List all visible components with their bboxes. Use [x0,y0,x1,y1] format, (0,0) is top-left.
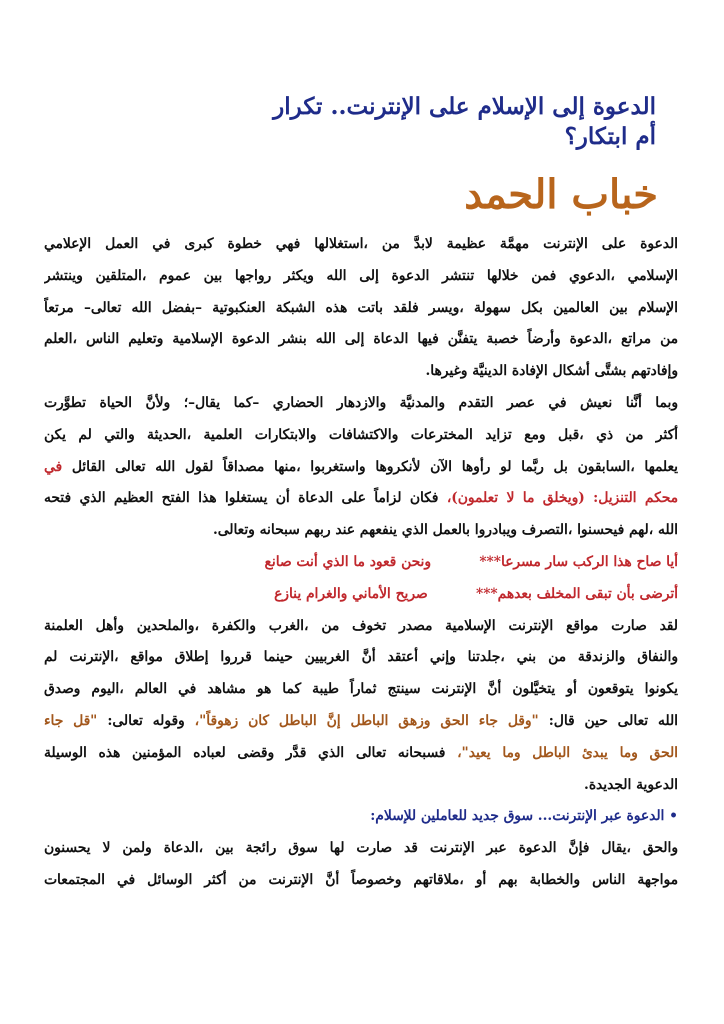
line-text: فكان لزاماً على الدعاة أن يستغلوا هذا الفتح العظيم الذي فتحه [44,490,439,507]
paragraph-line: وإفادتهم بشتَّى أشكال الإفادة الدينيَّة وغيرها. [425,363,678,380]
paragraph-line: يكونوا يتوقعون أو يتخيَّلون أنَّ الإنترنت سينتج ثماراً طيبة كما هو مشاهد في العالم ،اليوم وصدق [44,681,678,698]
verse-separator: *** [476,585,498,602]
paragraph-line: والحق ،يقال فإنَّ الدعوة عبر الإنترنت قد صارت لها سوق رائجة بين ،الدعاة ولمن لا يحسنون [44,840,678,857]
author-name: خباب الحمد [464,171,658,218]
paragraph-line: الدعوية الجديدة. [584,776,678,793]
quran-quote: محكم التنزيل: (ويخلق ما لا تعلمون)، [446,490,678,507]
paragraph-line [44,706,678,738]
paragraph-line [44,483,678,515]
article-body [44,229,678,897]
line-text: الله تعالى حين قال: [548,712,678,729]
quran-quote: "قل جاء [44,712,98,729]
paragraph-line [44,452,678,484]
quran-quote: الحق وما يبدئ الباطل وما يعيد"، [457,744,678,761]
poem-verse [44,579,678,611]
paragraph-line: أكثر من ذي ،قبل ومع تزايد المخترعات والاكتشافات والابتكارات العلمية ،الحديثة والتي لم يكن [44,426,678,443]
verse-hemistich-left: ونحن قعود ما الذي أنت صانع [264,553,431,570]
paragraph-line: وبما أنَّنا نعيش في عصر التقدم والمدنيَّة والازدهار الحضاري –كما يقال–؛ ولأنَّ الحياة تطوَّرت [44,394,678,411]
poem-verse [44,547,678,579]
paragraph-line: لقد صارت مواقع الإنترنت الإسلامية مصدر تخوف من ،الغرب والكفرة ،والملحدين وأهل العلمنة [44,617,678,634]
line-text: يعلمها ،السابقون بل ربَّما لو رأوها الآن لأنكروها واستغربوا ،منها مصداقاً لقول الله تعالى القائل [71,458,678,475]
verse-hemistich-left: صريح الأماني والغرام ينازع [274,585,428,602]
paragraph-line: الإسلام بين العالمين بكل سهولة ،ويسر فلقد باتت هذه الشبكة العنكبوتية –بفضل الله تعالى– مرتعاً [44,299,678,316]
paragraph-line: الله ،لهم فيحسنوا ،التصرف ويبادروا بالعمل الذي ينفعهم عند ربهم سبحانه وتعالى. [212,522,678,539]
quote-intro: في [44,458,63,475]
paragraph-line: والنفاق والزندقة من بني ،جلدتنا وإني أعتقد أنَّ الغربيين حينما قرروا إطلاق مواقع ،الإنترنت لم [44,649,678,666]
paragraph-line [44,738,678,770]
paragraph-line: الدعوة على الإنترنت مهمَّة عظيمة لابدَّ من ،استغلالها فهي خطوة كبرى في العمل الإعلامي [44,236,678,252]
verse-hemistich-right: أيا صاح هذا الركب سار مسرعا [500,553,678,570]
quran-quote: "وقل جاء الحق وزهق الباطل إنَّ الباطل كان زهوقاً"، [194,712,539,729]
line-text: وقوله تعالى: [107,712,185,729]
article-title: الدعوة إلى الإسلام على الإنترنت.. تكرار أم ابتكار؟ [273,93,656,150]
verse-separator: *** [479,553,501,570]
paragraph-line: مواجهة الناس والخطابة بهم أو ،ملاقاتهم وخصوصاً أنَّ الإنترنت من أكثر الوسائل في المجتمعات [44,871,678,888]
verse-hemistich-right: أترضى بأن تبقى المخلف بعدهم [497,585,678,602]
line-text: فسبحانه تعالى الذي قدَّر وقضى لعباده المؤمنين هذه الوسيلة [44,744,446,761]
paragraph-line: من مراتع ،الدعوة وأرضاً خصبة يتفنَّن فيها الدعاة إلى الله بنشر الدعوة الإسلامية وتعليم الناس ،العلم [44,331,678,348]
paragraph-line: الإسلامي ،الدعوي فمن خلالها تنتشر الدعوة إلى الله ويكثر رواجها بين عموم ،المتلقين وينتشر [44,267,678,284]
section-heading: • الدعوة عبر الإنترنت... سوق جديد للعاملين للإسلام: [370,808,678,825]
